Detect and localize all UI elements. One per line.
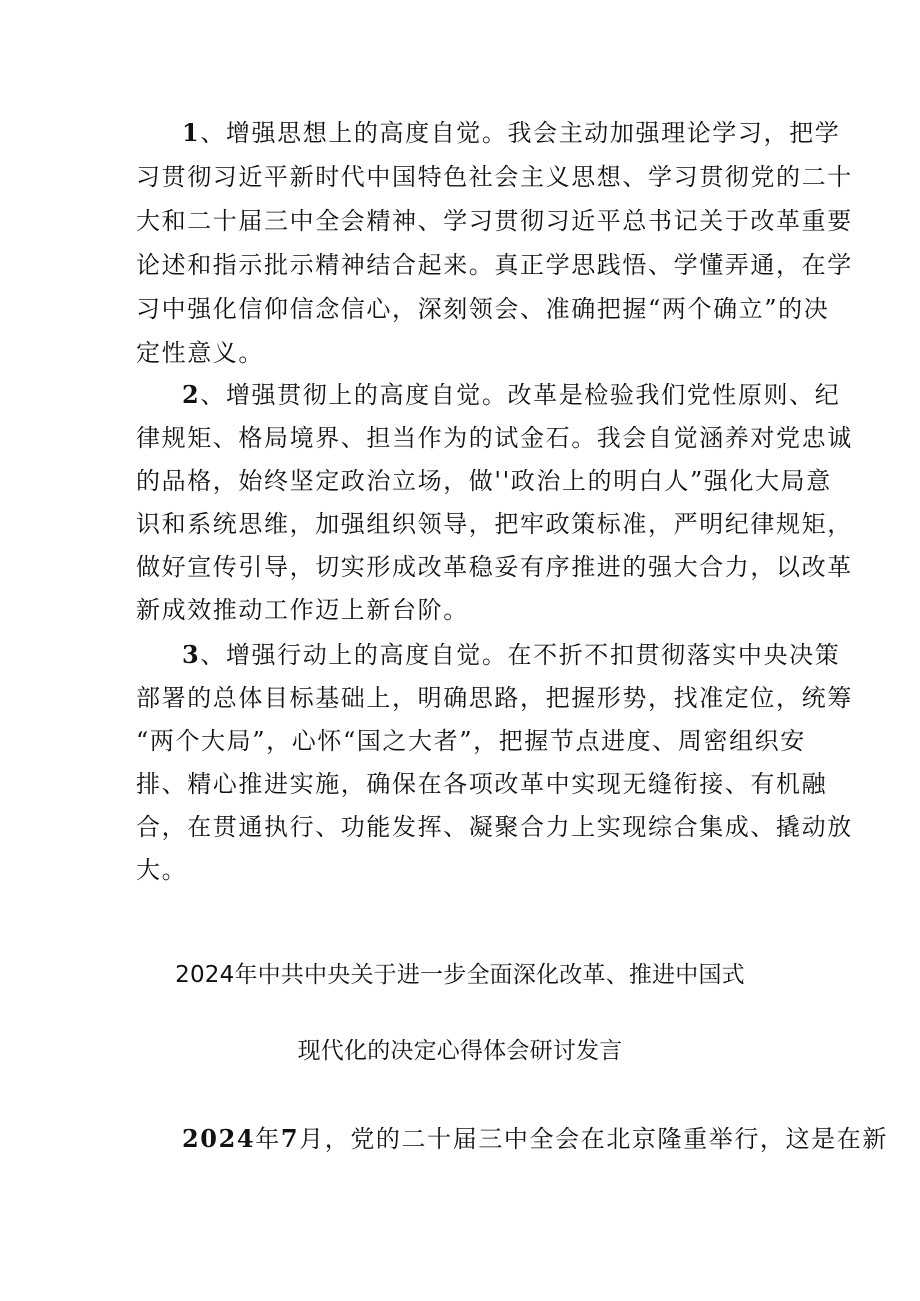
article-title-line-1: 2024年中共中央关于进一步全面深化改革、推进中国式 <box>175 962 745 988</box>
section2-line-5: 做好宣传引导，切实形成改革稳妥有序推进的强大合力，以改革 <box>136 553 853 581</box>
intro-month: 7 <box>280 1124 300 1153</box>
section1-line-4: 论述和指示批示精神结合起来。真正学思践悟、学懂弄通，在学 <box>136 251 853 279</box>
section1-line-5: 习中强化信仰信念信心，深刻领会、准确把握“两个确立”的决 <box>136 295 830 323</box>
section2-line-3: 的品格，始终坚定政治立场，做''政治上的明白人”强化大局意 <box>136 467 832 495</box>
section3-line-4: 排、精心推进实施，确保在各项改革中实现无缝衔接、有机融 <box>136 770 828 798</box>
section3-line-1: 3、增强行动上的高度自觉。在不折不扣贯彻落实中央决策 <box>182 640 841 669</box>
section2-line-6: 新成效推动工作迈上新台阶。 <box>136 596 469 624</box>
section3-line-3: “两个大局”，心怀“国之大者”，把握节点进度、周密组织安 <box>136 727 806 755</box>
section3-line-2: 部署的总体目标基础上，明确思路，把握形势，找准定位，统筹 <box>136 684 853 712</box>
section3-line-6: 大。 <box>136 856 188 884</box>
section3-number: 3 <box>182 640 201 669</box>
intro-year: 2024 <box>182 1124 256 1153</box>
article-intro-line-1: 2024年7月，党的二十届三中全会在北京隆重举行，这是在新 <box>182 1124 888 1153</box>
section1-line-1: 1、增强思想上的高度自觉。我会主动加强理论学习，把学 <box>182 118 841 147</box>
section2-line-1: 2、增强贯彻上的高度自觉。改革是检验我们党性原则、纪 <box>182 380 841 409</box>
section1-line-3: 大和二十届三中全会精神、学习贯彻习近平总书记关于改革重要 <box>136 207 853 235</box>
section2-line-2: 律规矩、格局境界、担当作为的试金石。我会自觉涵养对党忠诚 <box>136 424 853 452</box>
section2-number: 2 <box>182 380 201 409</box>
section2-line-4: 识和系统思维，加强组织领导，把牢政策标准，严明纪律规矩， <box>136 510 853 538</box>
section1-line-2: 习贯彻习近平新时代中国特色社会主义思想、学习贯彻党的二十 <box>136 163 853 191</box>
section1-number: 1 <box>182 118 201 147</box>
section1-line-6: 定性意义。 <box>136 339 264 367</box>
section3-line-5: 合，在贯通执行、功能发挥、凝聚合力上实现综合集成、撬动放 <box>136 813 853 841</box>
article-title-line-2: 现代化的决定心得体会研讨发言 <box>297 1038 623 1064</box>
